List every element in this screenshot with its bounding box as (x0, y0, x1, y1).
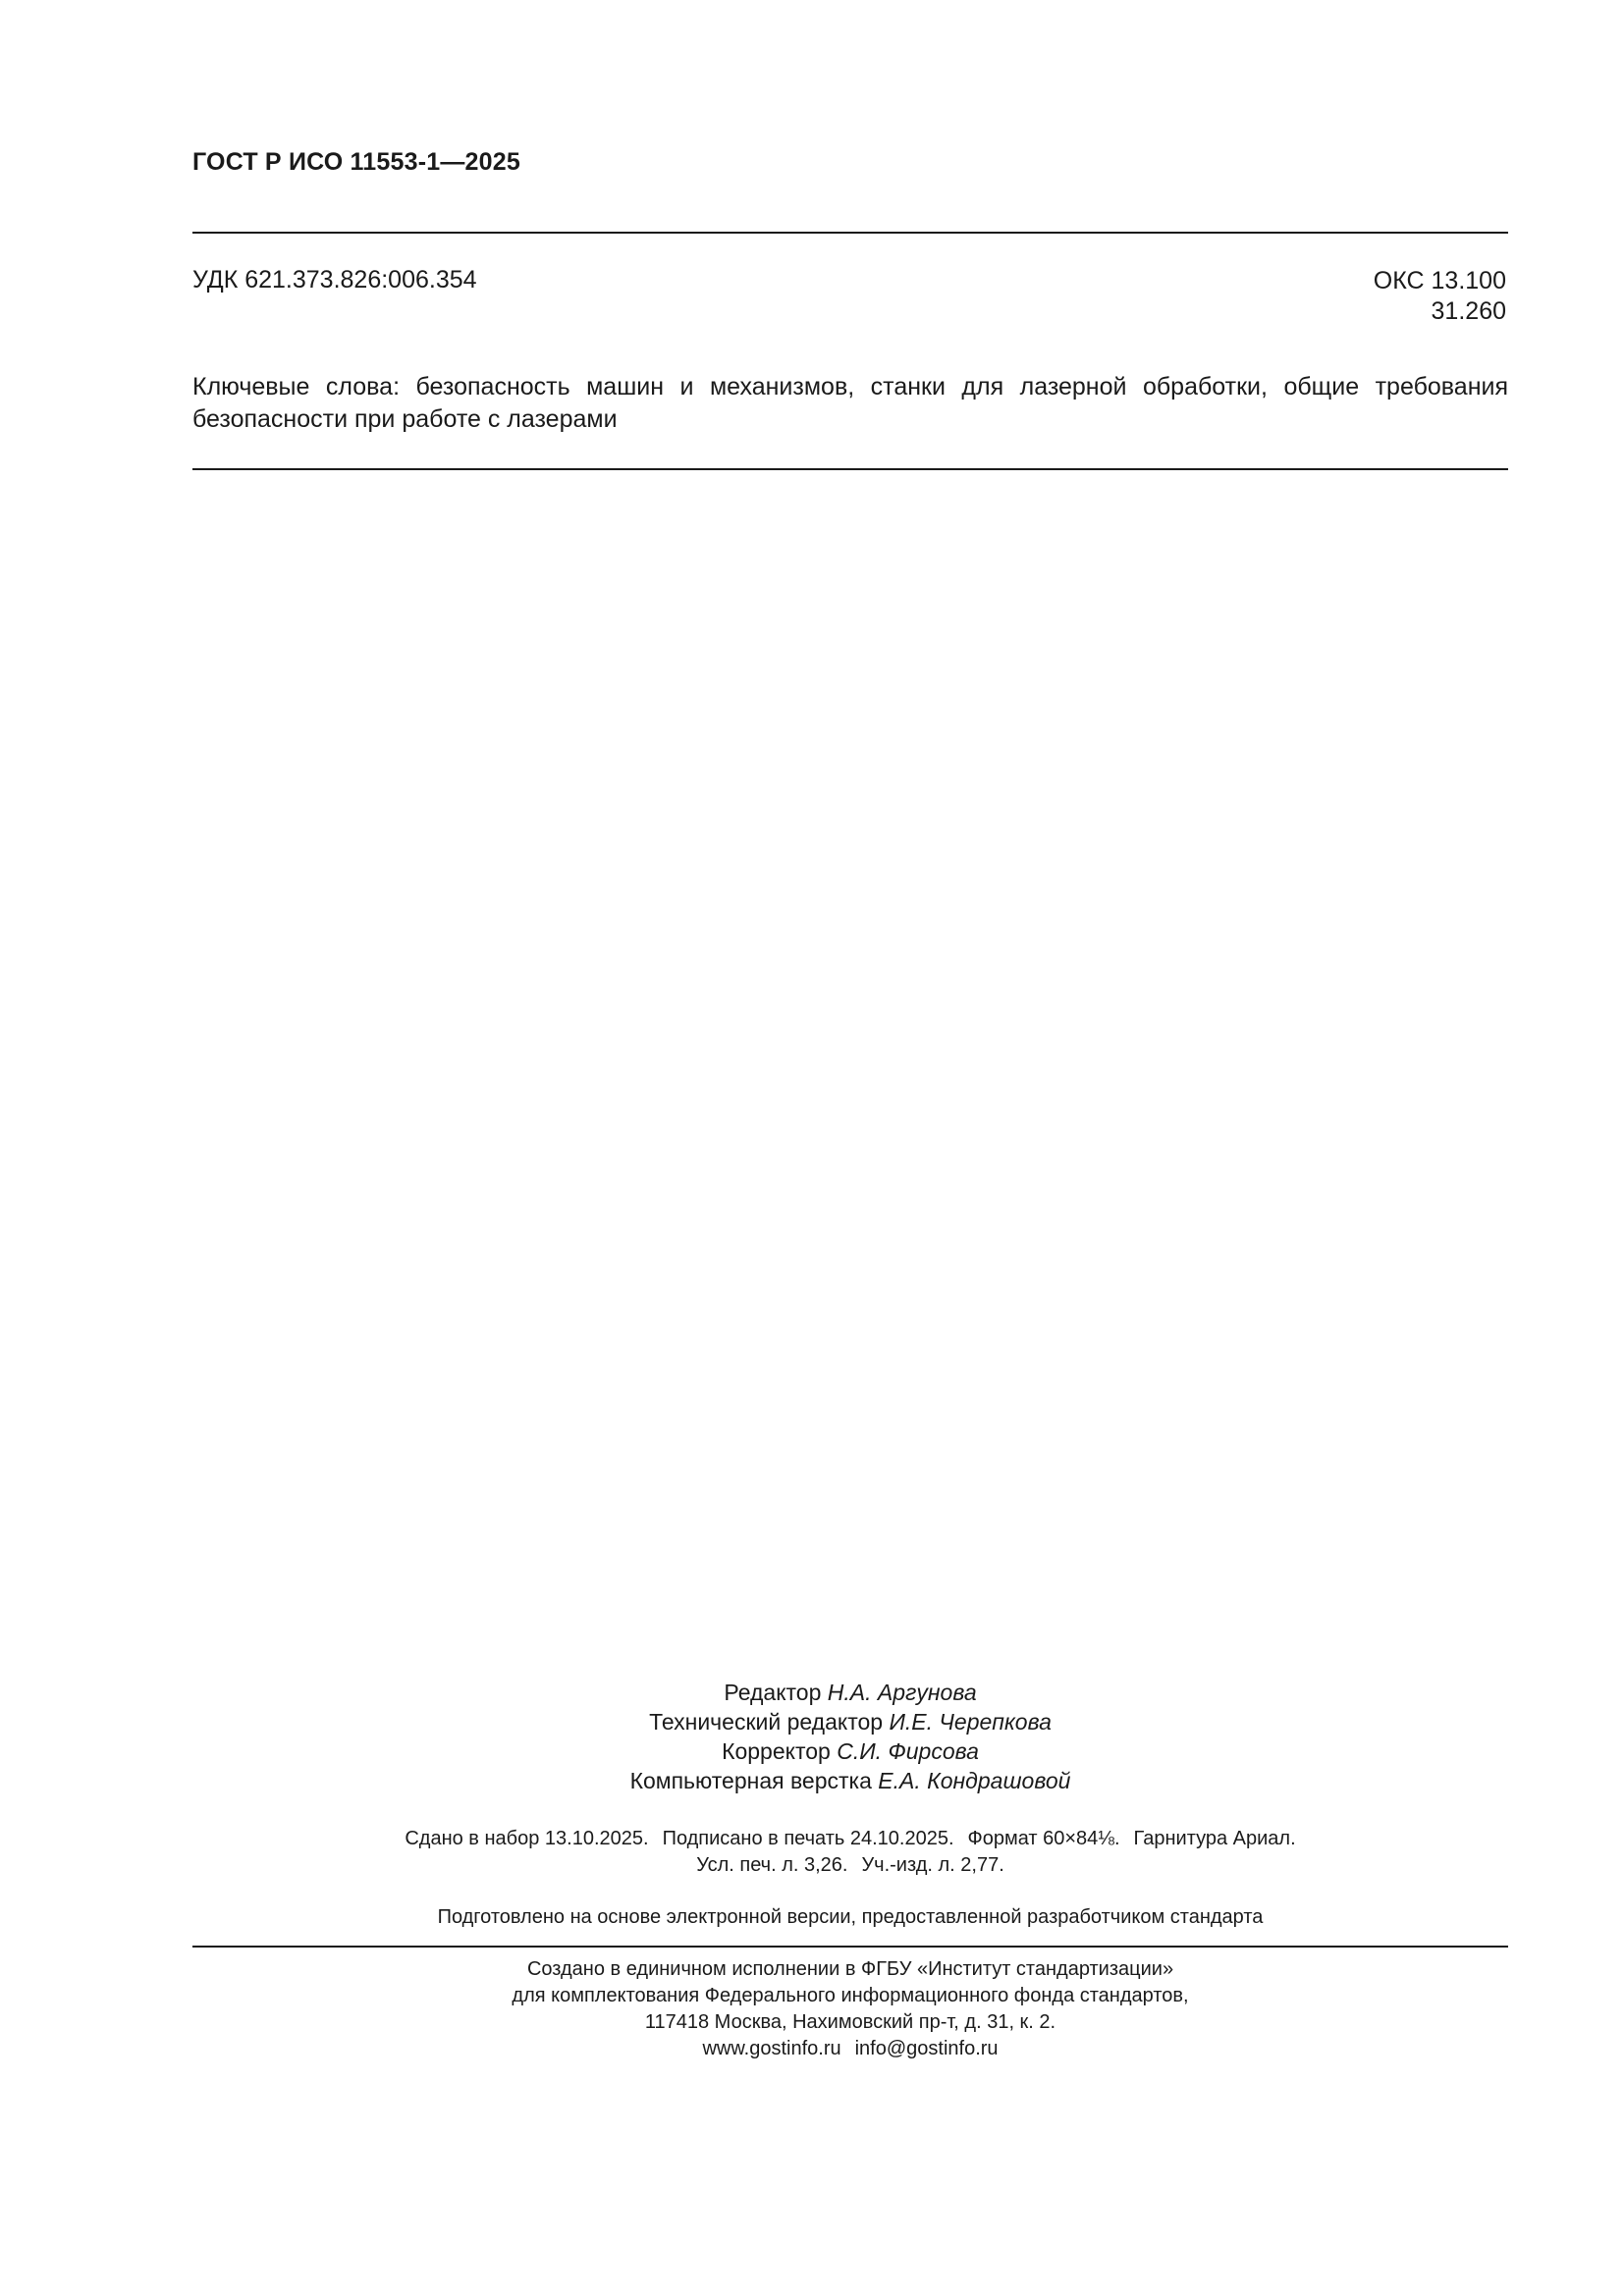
publisher-contacts (192, 2036, 1508, 2062)
paper-format: Формат 60×84⅛. (967, 1828, 1120, 1849)
top-divider (192, 232, 1508, 234)
email-link[interactable]: info@gostinfo.ru (854, 2038, 999, 2059)
credit-role: Технический редактор (649, 1709, 884, 1735)
oks-code-line1: ОКС 13.100 (1373, 267, 1506, 294)
credit-person: С.И. Фирсова (837, 1738, 979, 1764)
document-code: ГОСТ Р ИСО 11553-1—2025 (192, 148, 520, 176)
publisher-block (192, 1956, 1508, 2062)
credit-person: Н.А. Аргунова (827, 1680, 977, 1705)
credit-layout (192, 1766, 1508, 1795)
credit-person: И.Е. Черепкова (889, 1709, 1052, 1735)
publisher-divider (192, 1946, 1508, 1948)
credits-block (192, 1678, 1508, 1795)
typeface: Гарнитура Ариал. (1133, 1828, 1296, 1849)
udk-code: УДК 621.373.826:006.354 (192, 266, 477, 294)
print-sheets: Усл. печ. л. 3,26. (696, 1854, 848, 1876)
credit-editor (192, 1678, 1508, 1707)
print-info-line1 (192, 1826, 1508, 1852)
keywords-divider (192, 468, 1508, 470)
credit-role: Корректор (722, 1738, 831, 1764)
credit-role: Компьютерная верстка (629, 1768, 872, 1793)
oks-codes (1374, 266, 1506, 327)
publisher-line1: Создано в единичном исполнении в ФГБУ «Институт стандартизации» (526, 1958, 1174, 1980)
publisher-address: 117418 Москва, Нахимовский пр-т, д. 31, к. 2. (644, 2011, 1056, 2033)
keywords-paragraph: Ключевые слова: безопасность машин и механизмов, станки для лазерной обработки, общие требования безопасности при работе с лазерами (192, 373, 1508, 433)
signed-date: Подписано в печать 24.10.2025. (662, 1828, 954, 1849)
credit-proofreader (192, 1736, 1508, 1766)
submitted-date: Сдано в набор 13.10.2025. (405, 1828, 649, 1849)
print-info-line2 (192, 1852, 1508, 1879)
website-link[interactable]: www.gostinfo.ru (702, 2038, 841, 2059)
publishing-sheets: Уч.-изд. л. 2,77. (861, 1854, 1004, 1876)
prepared-note: Подготовлено на основе электронной версии, предоставленной разработчиком стандарта (437, 1906, 1264, 1928)
credit-tech-editor (192, 1707, 1508, 1736)
publisher-line2: для комплектования Федерального информационного фонда стандартов, (512, 1985, 1189, 2006)
credit-person: Е.А. Кондрашовой (878, 1768, 1071, 1793)
credit-role: Редактор (724, 1680, 822, 1705)
print-info (192, 1826, 1508, 1879)
oks-code-line2: 31.260 (1431, 297, 1506, 325)
